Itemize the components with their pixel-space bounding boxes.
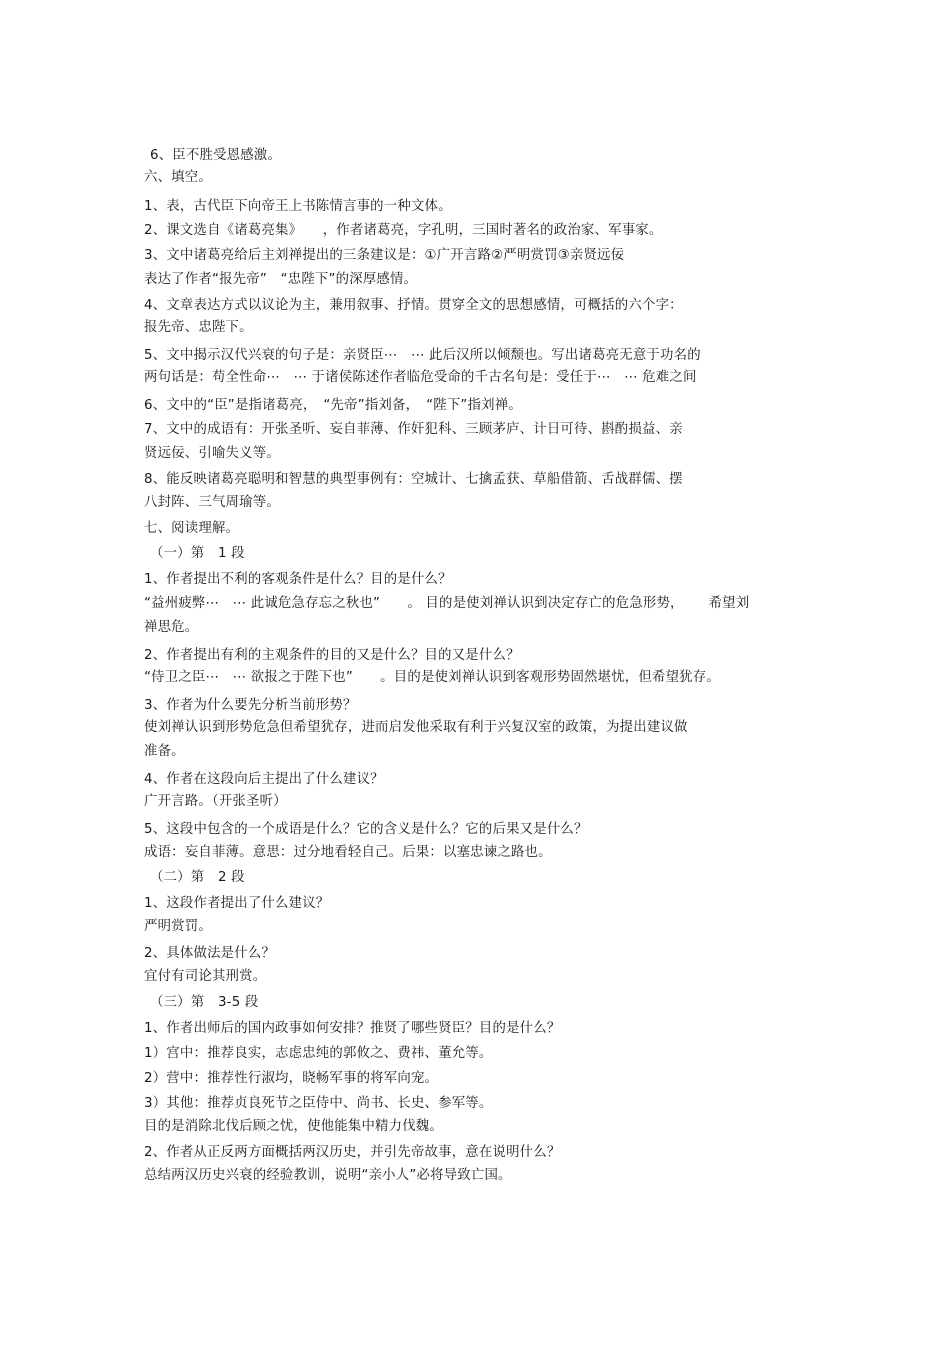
text-line: 八封阵、三气周瑜等。 [144,495,280,510]
question-line: 2、作者从正反两方面概括两汉历史，并引先帝故事，意在说明什么？ [144,1145,561,1160]
question-line: 1、作者提出不利的客观条件是什么？目的是什么？ [144,572,452,587]
question-line: 3、作者为什么要先分析当前形势？ [144,698,357,713]
question-line: 1、这段作者提出了什么建议？ [144,896,330,911]
answer-line: 宜付有司论其刑赏。 [144,969,267,984]
answer-line: 广开言路。（开张圣听） [144,794,287,809]
answer-line: 成语：妄自菲薄。意思：过分地看轻自己。后果：以塞忠谏之路也。 [144,845,552,860]
subsection-heading: （三）第 3-5 段 [150,995,259,1010]
answer-line: 2）营中：推荐性行淑均，晓畅军事的将军向宠。 [144,1071,439,1086]
answer-line: 3）其他：推荐贞良死节之臣侍中、尚书、长史、参军等。 [144,1096,493,1111]
text-line: 6、文中的“臣”是指诸葛亮， “先帝”指刘备， “陛下”指刘禅。 [144,398,522,413]
answer-line: “侍卫之臣⋯ ⋯ 欲报之于陛下也” 。目的是使刘禅认识到客观形势固然堪忧，但希望犹存。 [144,670,720,685]
section-heading: 七、阅读理解。 [144,521,240,536]
text-line: 表达了作者“报先帝” “忠陛下”的深厚感情。 [144,272,418,287]
question-line: 4、作者在这段向后主提出了什么建议？ [144,772,384,787]
answer-line: 使刘禅认识到形势危急但希望犹存，进而启发他采取有利于兴复汉室的政策，为提出建议做 [144,720,688,735]
answer-line: 目的是消除北伐后顾之忧，使他能集中精力伐魏。 [144,1119,443,1134]
answer-line: “益州疲弊⋯ ⋯ 此诚危急存忘之秋也” 。 目的是使刘禅认识到决定存亡的危急形势， 希望刘 [144,596,750,611]
text-line: 6、臣不胜受恩感激。 [150,148,282,163]
question-line: 5、这段中包含的一个成语是什么？它的含义是什么？它的后果又是什么？ [144,822,588,837]
text-line: 7、文中的成语有：开张圣听、妄自菲薄、作奸犯科、三顾茅庐、计日可待、斟酌损益、亲 [144,422,683,437]
text-line: 1、表，古代臣下向帝王上书陈情言事的一种文体。 [144,199,452,214]
question-line: 2、作者提出有利的主观条件的目的又是什么？目的又是什么？ [144,648,520,663]
answer-line: 禅思危。 [144,620,199,635]
answer-line: 1）宫中：推荐良实，志虑忠纯的郭攸之、费祎、董允等。 [144,1046,493,1061]
section-heading: 六、填空。 [144,170,212,185]
answer-line: 准备。 [144,744,185,759]
text-line: 3、文中诸葛亮给后主刘禅提出的三条建议是：①广开言路②严明赏罚③亲贤远佞 [144,248,625,263]
text-line: 报先帝、忠陛下。 [144,320,253,335]
text-line: 两句话是：苟全性命⋯ ⋯ 于诸侯陈述作者临危受命的千古名句是：受任于⋯ ⋯ 危难之间 [144,370,697,385]
answer-line: 严明赏罚。 [144,919,212,934]
text-line: 贤远佞、引喻失义等。 [144,446,280,461]
text-line: 4、文章表达方式以议论为主，兼用叙事、抒情。贯穿全文的思想感情，可概括的六个字： [144,298,683,313]
question-line: 2、具体做法是什么？ [144,946,276,961]
question-line: 1、作者出师后的国内政事如何安排？推贤了哪些贤臣？目的是什么？ [144,1021,561,1036]
text-line: 5、文中揭示汉代兴衰的句子是：亲贤臣⋯ ⋯ 此后汉所以倾颓也。写出诸葛亮无意于功名的 [144,348,701,363]
subsection-heading: （二）第 2 段 [150,870,245,885]
text-line: 2、课文选自《诸葛亮集》 ，作者诸葛亮，字孔明，三国时著名的政治家、军事家。 [144,223,663,238]
answer-line: 总结两汉历史兴衰的经验教训，说明“亲小人”必将导致亡国。 [144,1168,512,1183]
subsection-heading: （一）第 1 段 [150,546,245,561]
text-line: 8、能反映诸葛亮聪明和智慧的典型事例有：空城计、七擒孟获、草船借箭、舌战群儒、摆 [144,472,683,487]
